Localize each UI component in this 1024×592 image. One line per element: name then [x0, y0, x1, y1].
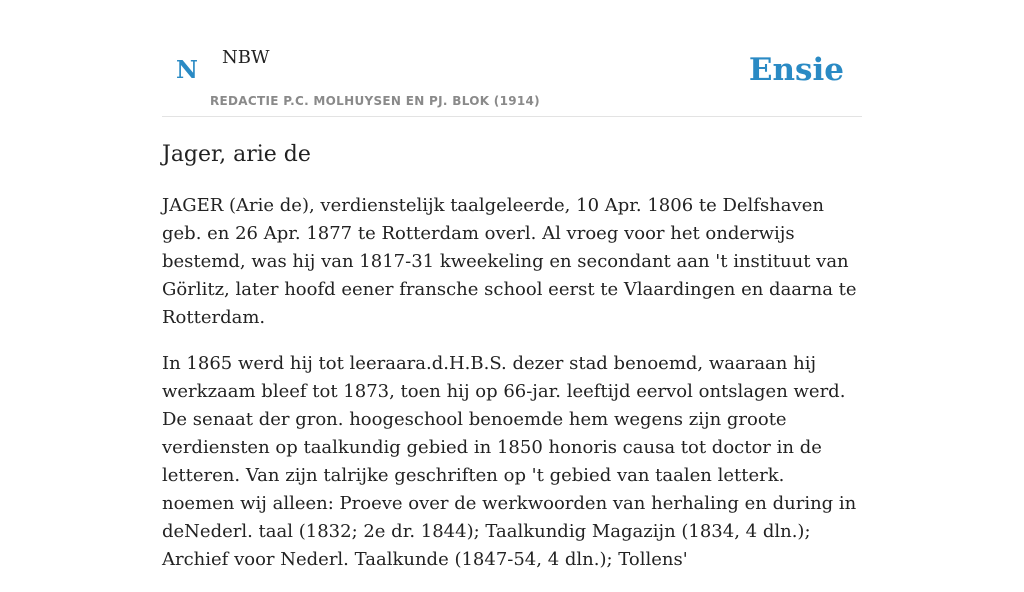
- entry-paragraph: In 1865 werd hij tot leeraara.d.H.B.S. dezer stad benoemd, waaraan hij werkzaam bleef tot 1873, toen hij op 66-jar. leeftijd eervol ontslagen werd. De senaat der gron. hoogeschool benoemde hem wegens zijn groote verdiensten op taalkundig gebied in 1850 honoris causa tot doctor in de letteren. Van zijn talrijke geschriften op 't gebied van taalen letterk. noemen wij alleen: Proeve over de werkwoorden van herhaling en during in deNederl. taal (1832; 2e dr. 1844); Taalkundig Magazijn (1834, 4 dln.); Archief voor Nederl. Taalkunde (1847-54, 4 dln.); Tollens': [162, 353, 857, 570]
- entry-paragraph: JAGER (Arie de), verdienstelijk taalgeleerde, 10 Apr. 1806 te Delfshaven geb. en 26 Apr. 1877 te Rotterdam overl. Al vroeg voor het onderwijs bestemd, was hij van 1817-31 kweekeling en secondant aan 't instituut van Görlitz, later hoofd eener fransche school eerst te Vlaardingen en daarna te Rotterdam.: [162, 195, 857, 328]
- brand-logo[interactable]: Ensie: [748, 52, 844, 88]
- source-subtitle: REDACTIE P.C. MOLHUYSEN EN PJ. BLOK (1914): [210, 94, 540, 108]
- source-logo-icon[interactable]: N: [176, 55, 198, 84]
- entry-title: Jager, arie de: [162, 142, 311, 167]
- page-header: [162, 0, 862, 117]
- source-name[interactable]: NBW: [222, 47, 270, 68]
- entry-body: [162, 192, 862, 592]
